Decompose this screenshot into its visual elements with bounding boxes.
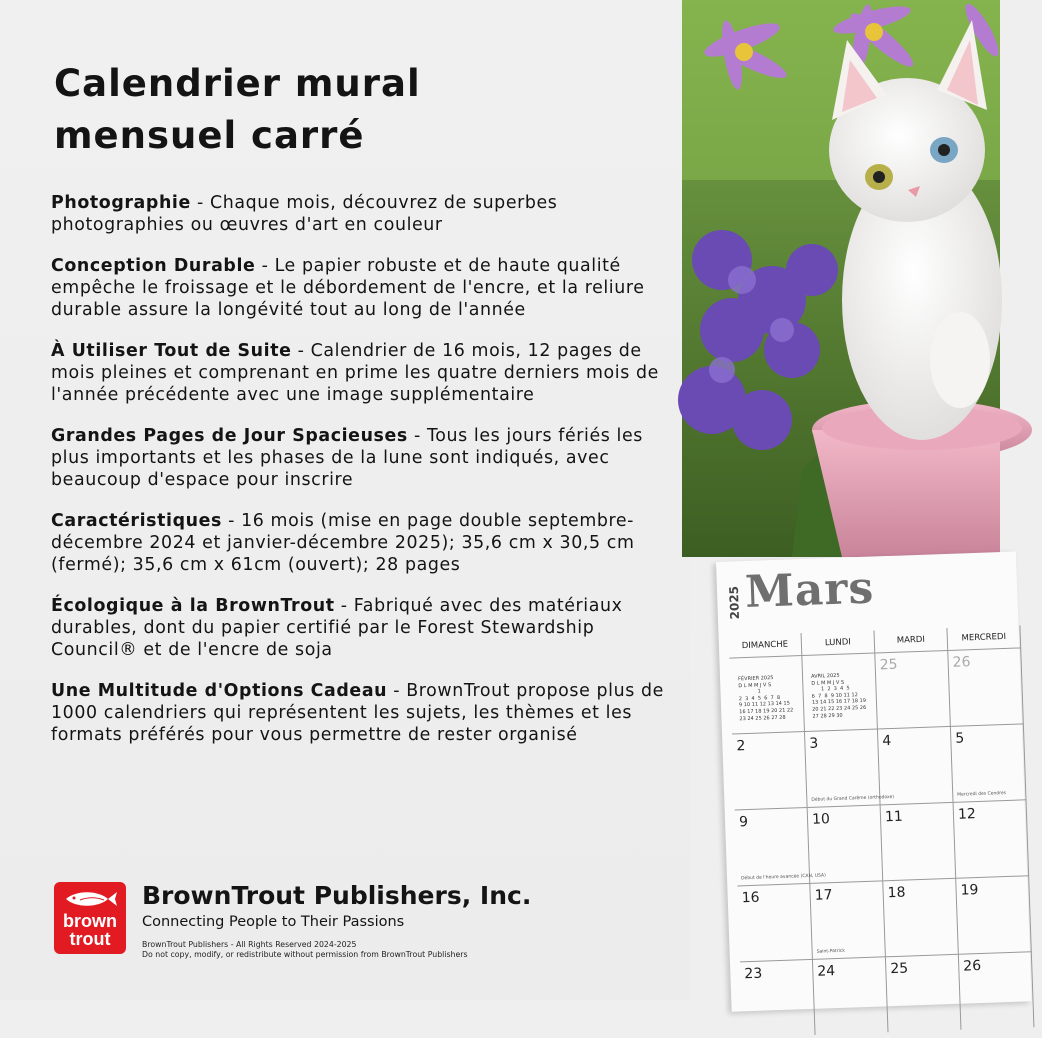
calendar-cell[interactable] — [875, 650, 951, 729]
calendar-cell[interactable] — [805, 728, 895, 807]
browntrout-logo — [54, 882, 126, 954]
logo-word-brown: brown — [63, 911, 117, 931]
feature-text: - Fabriqué avec des matériaux durables, dont du papier certifié par le Forest Stewardship Council® et de l'encre de soja — [51, 596, 623, 660]
kitten-photo — [682, 0, 1000, 557]
feature-name: À Utiliser Tout de Suite — [51, 341, 292, 361]
feature-text: - BrownTrout propose plus de 1000 calendriers qui représentent les sujets, les thèmes et les formats préférés pour vous permettre de rester organisé — [51, 681, 664, 745]
calendar-cell[interactable] — [729, 655, 805, 734]
day-header-sunday: DIMANCHE — [729, 633, 803, 658]
calendar-cell[interactable] — [881, 802, 957, 881]
title-line-1: Calendrier mural — [54, 62, 421, 105]
feature-text: - Chaque mois, découvrez de superbes photographies ou œuvres d'art en couleur — [51, 193, 558, 235]
feature-item — [51, 510, 671, 576]
day-number: 17 — [814, 887, 833, 904]
day-number: 25 — [890, 960, 909, 978]
day-number: 4 — [882, 732, 892, 750]
calendar-cell[interactable] — [951, 723, 1027, 802]
feature-text: - 16 mois (mise en page double septembre-décembre 2024 et janvier-décembre 2025); 35,6 cm x 30,5 cm (fermé); 35,6 cm x 61cm (ouvert); 28 pages — [51, 511, 635, 575]
feature-item — [51, 255, 671, 321]
title-line-2: mensuel carré — [54, 114, 365, 157]
feature-item — [51, 595, 671, 661]
holiday-note: Saint-Patrick — [816, 948, 846, 955]
calendar-cell[interactable] — [732, 731, 808, 810]
day-number: 3 — [809, 735, 819, 752]
calendar-cell[interactable] — [959, 951, 1035, 1030]
logo-word-trout: trout — [69, 929, 111, 949]
holiday-note: Mercredi des Cendres — [957, 791, 1007, 798]
publisher-block — [54, 882, 554, 992]
mini-calendar-february: FÉVRIER 2025 D L M M J V S 1 2 3 4 5 6 7 8 9 10 11 12 13 14 15 16 17 18 19 20 21 22 23 24 25 26 27 28 — [738, 675, 794, 722]
calendar-cell[interactable] — [954, 799, 1030, 878]
calendar-cell[interactable] — [883, 878, 959, 957]
calendar-cell[interactable] — [813, 956, 889, 1035]
page-title — [54, 58, 654, 162]
calendar-cell[interactable] — [886, 954, 962, 1033]
calendar-cell[interactable] — [740, 959, 816, 1038]
feature-text: - Le papier robuste et de haute qualité empêche le froissage et le débordement de l'encre, et la reliure durable assure la longévité tout au long de l'année — [51, 256, 645, 320]
day-header-wednesday: MERCREDI — [947, 625, 1021, 650]
day-number: 9 — [738, 814, 749, 831]
copyright-line-1: BrownTrout Publishers - All Rights Reserved 2024-2025 — [142, 940, 357, 949]
copyright-notice — [142, 940, 468, 960]
feature-name: Grandes Pages de Jour Spacieuses — [51, 426, 408, 446]
day-number: 16 — [741, 889, 760, 907]
feature-item — [51, 192, 671, 236]
calendar-cell[interactable] — [878, 726, 954, 805]
calendar-cell[interactable] — [810, 880, 886, 959]
day-number: 10 — [811, 811, 831, 828]
calendar-cell[interactable] — [802, 652, 878, 731]
day-number: 11 — [884, 808, 904, 826]
calendar-cell[interactable] — [808, 804, 884, 883]
day-number: 24 — [817, 963, 836, 980]
feature-text: - Calendrier de 16 mois, 12 pages de mois pleines et comprenant en prime les quatre derniers mois de l'année précédente avec une image supplémentaire — [51, 341, 659, 405]
day-number: 23 — [744, 965, 763, 983]
feature-item — [51, 340, 671, 406]
feature-item — [51, 425, 671, 491]
feature-text: - Tous les jours fériés les plus importants et les phases de la lune sont indiqués, avec beaucoup d'espace pour inscrire — [51, 426, 643, 490]
day-number: 25 — [879, 656, 898, 674]
day-number: 26 — [952, 654, 971, 671]
day-header-tuesday: MARDI — [874, 628, 948, 653]
day-number: 26 — [962, 957, 982, 975]
day-number: 18 — [887, 884, 906, 902]
calendar-cell[interactable] — [956, 875, 1032, 954]
day-number: 2 — [736, 738, 746, 755]
day-number: 12 — [957, 806, 977, 823]
feature-name: Photographie — [51, 193, 191, 213]
calendar-cell[interactable] — [948, 647, 1024, 726]
kitten-illustration — [682, 0, 1000, 557]
feature-name: Caractéristiques — [51, 511, 222, 531]
publisher-name: BrownTrout Publishers, Inc. — [142, 881, 532, 910]
copyright-line-2: Do not copy, modify, or redistribute without permission from BrownTrout Publishers — [142, 950, 468, 959]
feature-list — [51, 192, 671, 765]
feature-name: Écologique à la BrownTrout — [51, 596, 335, 616]
publisher-tagline: Connecting People to Their Passions — [142, 914, 405, 930]
feature-name: Une Multitude d'Options Cadeau — [51, 681, 388, 701]
holiday-note: Début du Grand Carême (orthodoxe) — [811, 794, 895, 803]
feature-name: Conception Durable — [51, 256, 256, 276]
feature-item — [51, 680, 671, 746]
calendar-page — [716, 552, 1032, 1012]
holiday-note: Début de l'heure avancée (CAN, USA) — [740, 873, 826, 882]
mini-calendar-april: AVRIL 2025 D L M M J V S 1 2 3 4 5 6 7 8 9 10 11 12 13 14 15 16 17 18 19 20 21 22 23 24 25 26 27 28 29 30 — [810, 672, 867, 720]
calendar-grid — [729, 625, 1042, 1035]
day-header-monday: LUNDI — [802, 631, 876, 656]
day-number: 5 — [955, 730, 965, 747]
trout-icon — [62, 888, 118, 910]
calendar-month: Mars — [744, 562, 876, 618]
calendar-cell[interactable] — [737, 883, 813, 962]
calendar-year: 2025 — [726, 585, 743, 620]
day-number: 19 — [960, 882, 979, 899]
